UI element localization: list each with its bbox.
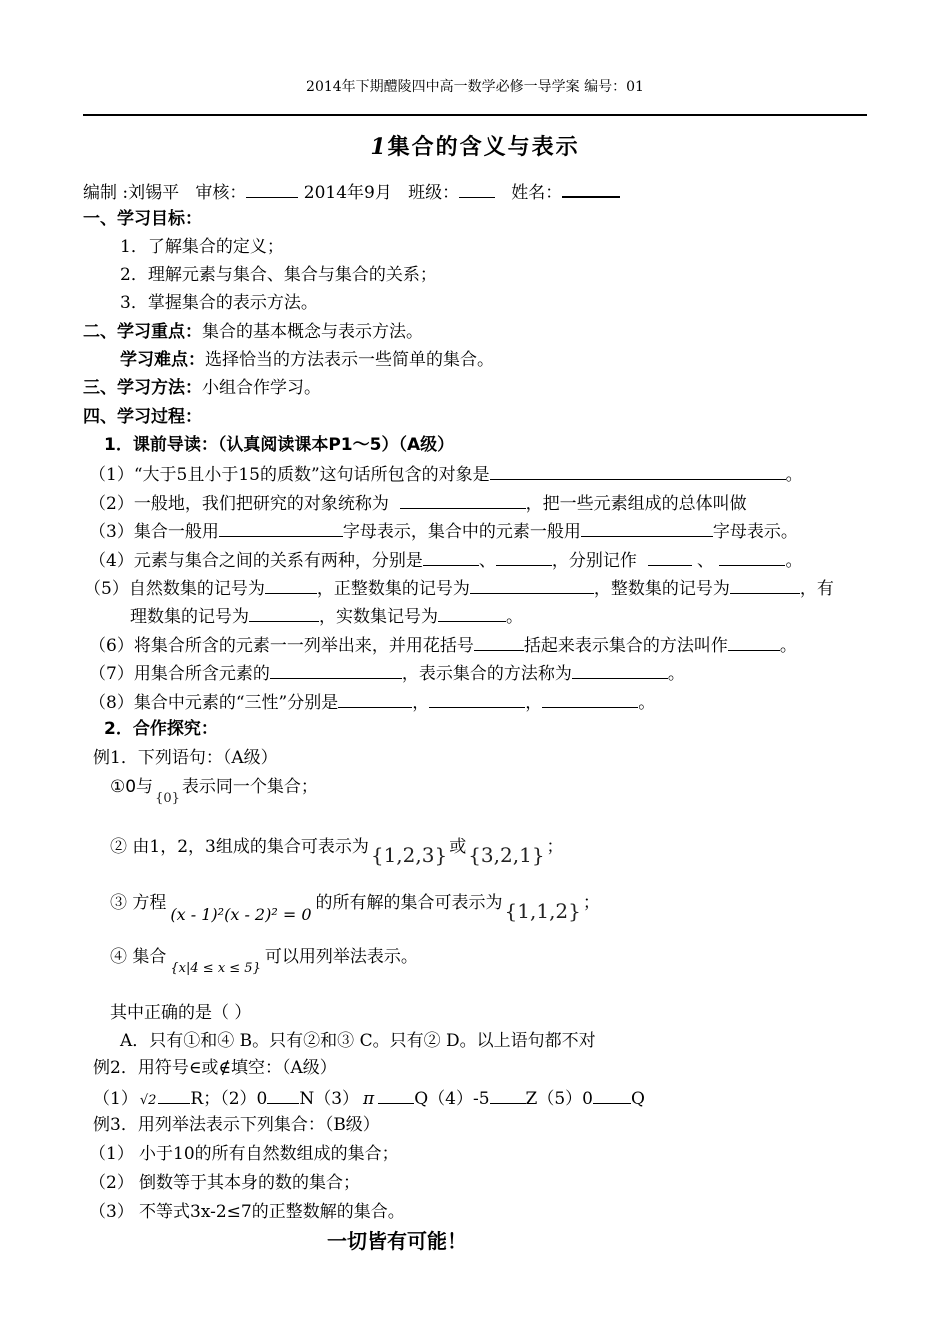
meta-name: 姓名： (511, 183, 563, 203)
ex3-item-3-num: （3） (89, 1202, 134, 1222)
s3-heading: 三、学习方法： (83, 378, 202, 398)
s2-line (83, 324, 423, 341)
q6-blank-1[interactable] (474, 636, 524, 651)
q5-cont (130, 607, 523, 626)
q5-text-6: ，实数集记号为 (319, 607, 438, 627)
ex1-s2-text: ② 由1，2，3组成的集合可表示为 (110, 837, 369, 857)
s3-text: 小组合作学习。 (202, 378, 321, 398)
title-number: 1 (370, 134, 388, 160)
q8-blank-2[interactable] (429, 693, 525, 708)
part1-heading: 1．课前导读：（认真阅读课本P1～5）（A级） (104, 435, 455, 455)
q8-blank-3[interactable] (542, 693, 638, 708)
ex1-s1-text: ①0与 (110, 777, 154, 797)
ex2-p1: （1） (93, 1089, 138, 1109)
ex2-p6: Q (631, 1089, 645, 1109)
ex1-s3 (110, 891, 600, 924)
ex2-p4: Q（4）-5 (414, 1089, 490, 1109)
q4-text-2: ，分别记作 (551, 551, 637, 571)
pi-symbol: π (363, 1089, 375, 1109)
q4-text: （4）元素与集合之间的关系有两种，分别是 (89, 551, 423, 571)
q7-end: 。 (667, 664, 685, 684)
q4-blank-4[interactable] (719, 551, 785, 566)
q5-text: （5）自然数集的记号为 (84, 579, 265, 599)
ex1-s2-set-2: {3,2,1} (468, 843, 545, 867)
ex1-s4-text-2: 可以用列举法表示。 (264, 947, 418, 967)
q8 (89, 693, 655, 712)
q4-end: 。 (785, 551, 803, 571)
q4-blank-3[interactable] (648, 551, 692, 566)
q1-blank[interactable] (490, 465, 786, 480)
q1 (89, 465, 803, 484)
ex3-item-1 (89, 1146, 399, 1163)
s4-heading: 四、学习过程： (83, 407, 202, 427)
ex1-s1-text-2: 表示同一个集合； (181, 777, 318, 797)
ex3-item-2 (89, 1175, 360, 1192)
ex1-s3-end: ； (582, 893, 600, 913)
ex3-item-3 (89, 1204, 405, 1221)
s1-item-1: 1．了解集合的定义； (120, 237, 284, 257)
q4-sep: 、 (478, 551, 496, 571)
ex1-s2-end: ； (546, 837, 564, 857)
ex1-s1 (110, 777, 318, 806)
q6-text: （6）将集合所含的元素一一列举出来，并用花括号 (89, 636, 474, 656)
q4-blank-1[interactable] (423, 551, 479, 566)
s2-diff-text: 选择恰当的方法表示一些简单的集合。 (205, 350, 494, 370)
q5-blank-5[interactable] (438, 607, 506, 622)
q2-blank-1[interactable] (400, 494, 526, 509)
q6-blank-2[interactable] (728, 636, 780, 651)
q5-blank-4[interactable] (249, 607, 319, 622)
ex1-s4-text: ④ 集合 (110, 947, 167, 967)
q3-blank-1[interactable] (219, 522, 343, 537)
s2-text: 集合的基本概念与表示方法。 (202, 322, 423, 342)
ex1-s3-equation: (x - 1)²(x - 2)² = 0 (170, 905, 312, 924)
reviewer-blank[interactable] (246, 183, 298, 198)
q7-blank-2[interactable] (572, 664, 668, 679)
q8-sep-2: ， (525, 693, 543, 713)
ex1-s2 (110, 835, 564, 867)
q5-text-2: ，正整数集的记号为 (316, 579, 470, 599)
ex3-title: 例3．用列举法表示下列集合：（B级） (93, 1115, 380, 1135)
q5-text-3: ，整数集的记号为 (593, 579, 730, 599)
s2-heading: 二、学习重点： (83, 322, 202, 342)
q1-end: 。 (785, 465, 803, 485)
meta-line (83, 182, 620, 202)
q6-text-2: 括起来表示集合的方法叫作 (523, 636, 728, 656)
q2-text-2: ，把一些元素组成的总体叫做 (525, 494, 747, 514)
ex1-s4-set: {x|4 ≤ x ≤ 5} (170, 961, 261, 976)
s2-diff-line (120, 352, 494, 369)
part2-heading: 2．合作探究： (104, 719, 218, 739)
ex2-line (93, 1089, 645, 1108)
q3-text-2: 字母表示，集合中的元素一般用 (342, 522, 581, 542)
ex2-blank-5[interactable] (593, 1089, 631, 1104)
s2-diff-heading: 学习难点： (120, 350, 205, 370)
ex1-s1-set: {0} (155, 791, 180, 806)
q5-text-4: ，有 (799, 579, 834, 599)
ex3-item-1-num: （1） (89, 1144, 134, 1164)
meta-reviewer: 审核： (195, 183, 247, 203)
ex2-blank-1[interactable] (158, 1089, 190, 1104)
ex2-blank-2[interactable] (267, 1089, 299, 1104)
ex3-item-3-text: 不等式3x-2≤7的正整数解的集合。 (139, 1202, 405, 1222)
q8-blank-1[interactable] (338, 693, 412, 708)
ex2-title: 例2．用符号∈或∉填空：（A级） (93, 1058, 337, 1078)
q7-blank-1[interactable] (270, 664, 402, 679)
q3-text: （3）集合一般用 (89, 522, 219, 542)
q8-text: （8）集合中元素的“三性”分别是 (89, 693, 339, 713)
s3-line (83, 380, 321, 397)
q8-end: 。 (638, 693, 656, 713)
class-blank[interactable] (459, 183, 495, 198)
header-rule (83, 114, 867, 116)
ex2-p5: Z（5）0 (525, 1089, 593, 1109)
q7 (89, 664, 685, 683)
q5 (84, 579, 834, 598)
name-blank[interactable] (562, 182, 620, 198)
q4-blank-2[interactable] (496, 551, 552, 566)
q5-end: 。 (506, 607, 523, 627)
ex2-blank-4[interactable] (490, 1089, 526, 1104)
ex2-p3: N（3） (299, 1089, 360, 1109)
ex3-item-2-text: 倒数等于其本身的数的集合； (139, 1173, 360, 1193)
ex3-item-2-num: （2） (89, 1173, 134, 1193)
ex1-s3-text: ③ 方程 (110, 893, 167, 913)
q3-blank-2[interactable] (581, 522, 713, 537)
q2 (89, 494, 747, 513)
q5-blank-1[interactable] (265, 579, 317, 594)
ex1-s3-text-2: 的所有解的集合可表示为 (315, 893, 503, 913)
sqrt2-symbol: √2 (139, 1093, 157, 1108)
page-title (0, 136, 950, 159)
q5-blank-2[interactable] (470, 579, 594, 594)
q1-text: （1）“大于5且小于15的质数”这句话所包含的对象是 (89, 465, 490, 485)
ex1-s2-or: 或 (449, 837, 467, 857)
meta-class: 班级： (408, 183, 460, 203)
ex3-item-1-text: 小于10的所有自然数组成的集合； (139, 1144, 399, 1164)
q7-text: （7）用集合所含元素的 (89, 664, 270, 684)
meta-date: 2014年9月 (303, 183, 392, 203)
s1-item-3: 3．掌握集合的表示方法。 (120, 293, 318, 313)
q3 (89, 522, 798, 541)
ex1-correct: 其中正确的是（ ） (110, 1003, 252, 1023)
ex2-blank-3[interactable] (378, 1089, 414, 1104)
s1-item-2: 2．理解元素与集合、集合与集合的关系； (120, 265, 437, 285)
q6-end: 。 (779, 636, 797, 656)
meta-compiler: 编制 :刘锡平 (83, 183, 180, 203)
q5-blank-3[interactable] (730, 579, 800, 594)
q3-text-3: 字母表示。 (712, 522, 798, 542)
ex1-title: 例1．下列语句：（A级） (93, 748, 278, 768)
q4 (89, 551, 802, 570)
q4-sep-2: 、 (697, 551, 715, 571)
title-text: 集合的含义与表示 (387, 135, 580, 160)
q6 (89, 636, 797, 655)
q5-text-5: 理数集的记号为 (130, 607, 249, 627)
page-header: 2014年下期醴陵四中高一数学必修一导学案 编号：01 (306, 79, 644, 95)
ex1-s2-set-1: {1,2,3} (370, 843, 448, 867)
ex2-p2: R；（2）0 (190, 1089, 268, 1109)
ex1-s3-set: {1,1,2} (504, 899, 581, 923)
ex1-options[interactable]: A．只有①和④ B。只有②和③ C。只有② D。以上语句都不对 (120, 1031, 596, 1051)
q7-text-2: ，表示集合的方法称为 (401, 664, 572, 684)
q8-sep: ， (412, 693, 430, 713)
footer-slogan: 一切皆有可能！ (327, 1229, 467, 1253)
q2-text: （2）一般地，我们把研究的对象统称为 (89, 494, 389, 514)
s1-heading: 一、学习目标： (83, 209, 202, 229)
